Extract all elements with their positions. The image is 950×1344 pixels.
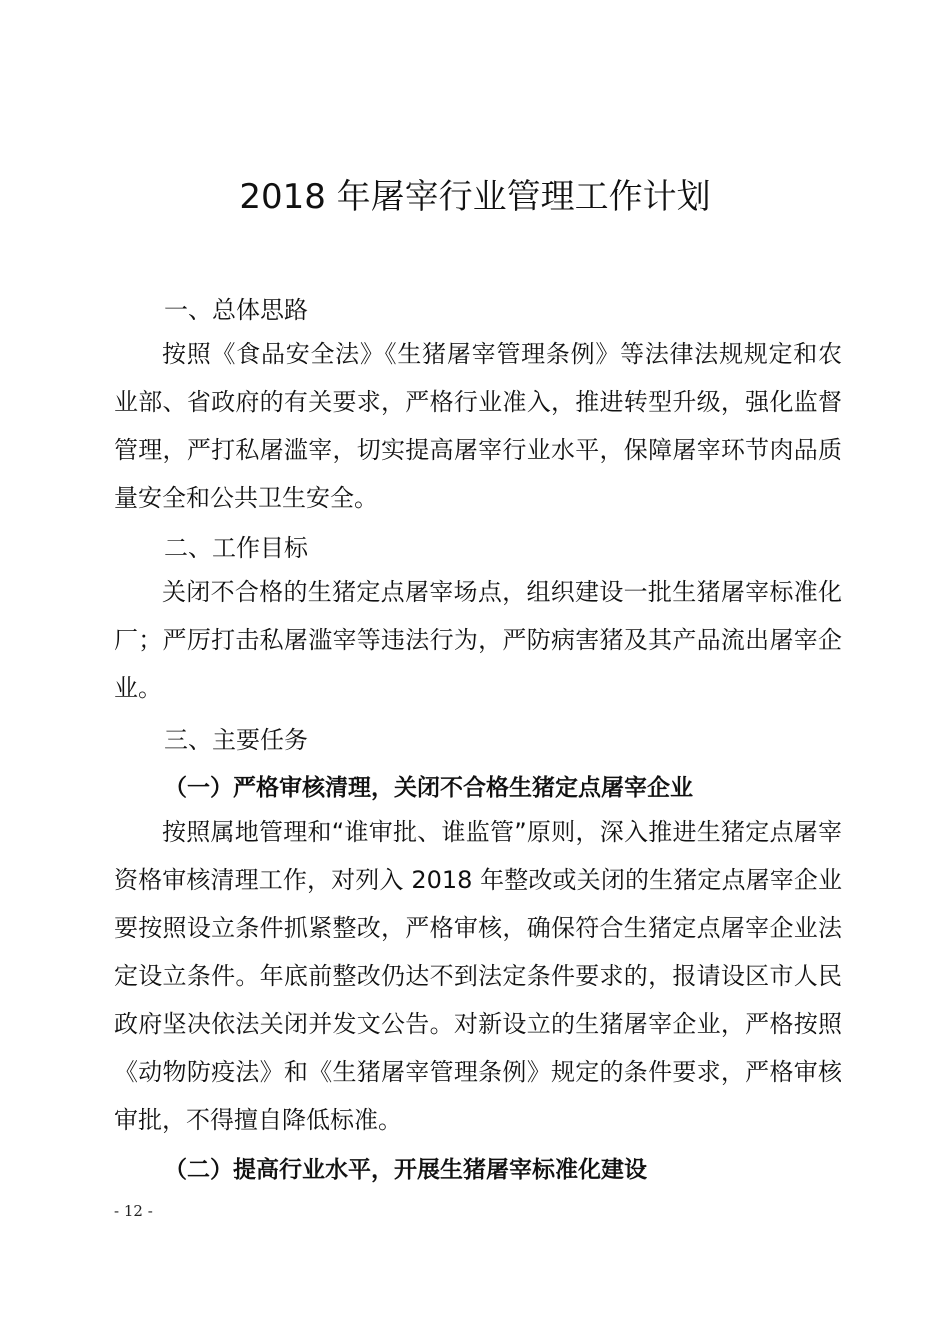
- subsection-paragraph-audit-cleanup: 按照属地管理和“谁审批、谁监管”原则，深入推进生猪定点屠宰资格审核清理工作，对列入 2018 年整改或关闭的生猪定点屠宰企业要按照设立条件抓紧整改，严格审核，确保符合生猪定点屠宰企业法定设立条件。年底前整改仍达不到法定条件要求的，报请设区市人民政府坚决依法关闭并发文公告。对新设立的生猪屠宰企业，严格按照《动物防疫法》和《生猪屠宰管理条例》规定的条件要求，严格审核审批，不得擅自降低标准。: [114, 818, 842, 1134]
- document-title: 2018 年屠宰行业管理工作计划: [239, 177, 711, 217]
- section-heading-work-goals: 二、工作目标: [164, 534, 308, 562]
- subsection-heading-standardization: （二）提高行业水平，开展生猪屠宰标准化建设: [164, 1156, 647, 1183]
- section-heading-main-tasks: 三、主要任务: [164, 726, 308, 754]
- page-number: - 12 -: [114, 1202, 153, 1220]
- section-paragraph-overall-approach: 按照《食品安全法》《生猪屠宰管理条例》等法律法规规定和农业部、省政府的有关要求，严格行业准入，推进转型升级，强化监督管理，严打私屠滥宰，切实提高屠宰行业水平，保障屠宰环节肉品质量安全和公共卫生安全。: [114, 340, 842, 512]
- section-paragraph-work-goals: 关闭不合格的生猪定点屠宰场点，组织建设一批生猪屠宰标准化厂；严厉打击私屠滥宰等违法行为，严防病害猪及其产品流出屠宰企业。: [114, 578, 842, 702]
- section-heading-overall-approach: 一、总体思路: [164, 296, 308, 324]
- subsection-heading-audit-cleanup: （一）严格审核清理，关闭不合格生猪定点屠宰企业: [164, 774, 693, 801]
